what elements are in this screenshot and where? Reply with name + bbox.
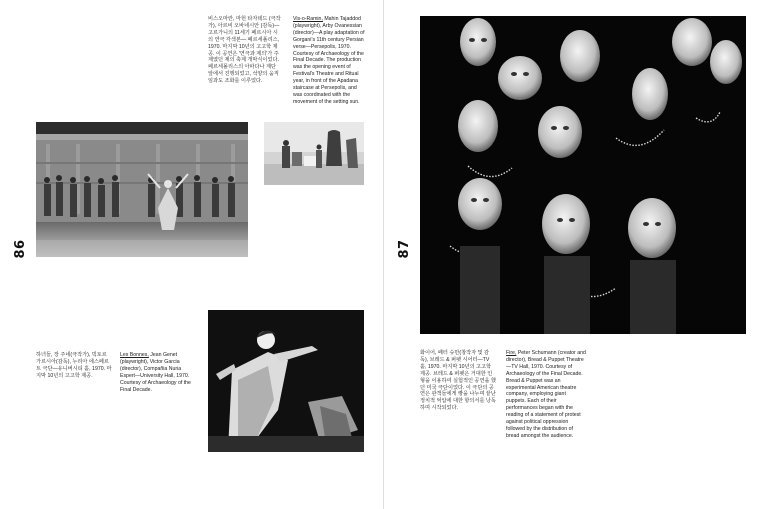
right-caption-english-text: Peter Schumann (creator and director), Bread & Puppet Theatre—TV Hall, 1970. Courtesy of Archaeology of the Final Decade. Bread & Puppet was an experimental American theatre company, employing giant puppets. Each of their performances began with the reading of a statement of protest against political oppression followed by the distribution of bread amongst the audience. <box>506 350 586 439</box>
page-number-left: 86 <box>13 239 28 259</box>
photo-bread-and-puppet-masks <box>420 16 746 334</box>
bottom-caption-korean <box>36 352 112 380</box>
right-caption-korean-text: 화이어, 페터 슈만(창작자 및 감독), 브레드 & 퍼펫 시어터—TV 홀, 1970. 마지막 10년의 고고학 제공. 브레드 & 퍼펫은 거대한 인형을 이용하여 실험적인 공연을 했던 미국 극단이었다. 이 극단의 공연은 관객들에게 빵을 나누며 끝난 정치적 억압에 대한 항의서를 낭독하며 시작되었다. <box>420 350 496 412</box>
bottom-caption-korean-text: 하녀들, 장 주네(극작가), 빅토르 가르시아(감독), 누리아 에스페르트 극단—유니버시티 홀, 1970. 마지막 10년의 고고학 제공. <box>36 352 112 379</box>
photo-les-bonnes <box>208 310 364 452</box>
photo-small-stage-scene <box>264 122 364 185</box>
persepolis-photo-graphic <box>36 122 248 257</box>
bottom-caption-english-text: Jean Genet (playwright), Victor Garcia (director), Compañia Nuria Espert—University Hall, 1970. Courtesy of Archaeology of the Final Decade. <box>120 352 191 393</box>
page-number-right: 87 <box>397 239 412 259</box>
top-caption-english <box>293 16 367 106</box>
right-caption-title: Fire, <box>506 350 517 356</box>
top-caption-korean-text: 비스오마란, 마헌 타자데드 (극작가), 아르비 오바네시안 (감독)—고르가니의 11세기 페르시아 시의 연극 각색본— 페르세폴리스, 1970. 마지막 10년의 고고학 제공. 이 공연은 '연극과 제의'가 주제였던 제의 축제 개막식이었다. 페르세폴리스의 아파다나 계단 앞에서 진행되었고, 석양의 움직임과도 조화를 이루었다. <box>208 16 281 85</box>
top-caption-english-text: Mahin Tajaddod (playwright), Arby Ovanessian (director)—A play adaptation of Gorgani's 11th century Persian verse—Persepolis, 1970. Courtesy of Archaeology of the Final Decade. The production was the opening event of Festival's Theatre and Ritual year, in front of the Apadana staircase at Persepolis, and was coordinated with the movement of the setting sun. <box>293 16 365 105</box>
small-scene-graphic <box>264 122 364 185</box>
bottom-caption-english <box>120 352 196 393</box>
right-caption-english <box>506 350 586 440</box>
bottom-caption-title: Les Bonnes, <box>120 352 149 358</box>
top-caption-korean <box>208 16 282 85</box>
top-caption-title: Vis-o-Ramin, <box>293 16 323 22</box>
puppet-masks-graphic <box>420 16 746 334</box>
right-page <box>384 0 768 509</box>
photo-persepolis-performance <box>36 122 248 257</box>
right-caption-korean <box>420 350 496 412</box>
les-bonnes-graphic <box>208 310 364 452</box>
